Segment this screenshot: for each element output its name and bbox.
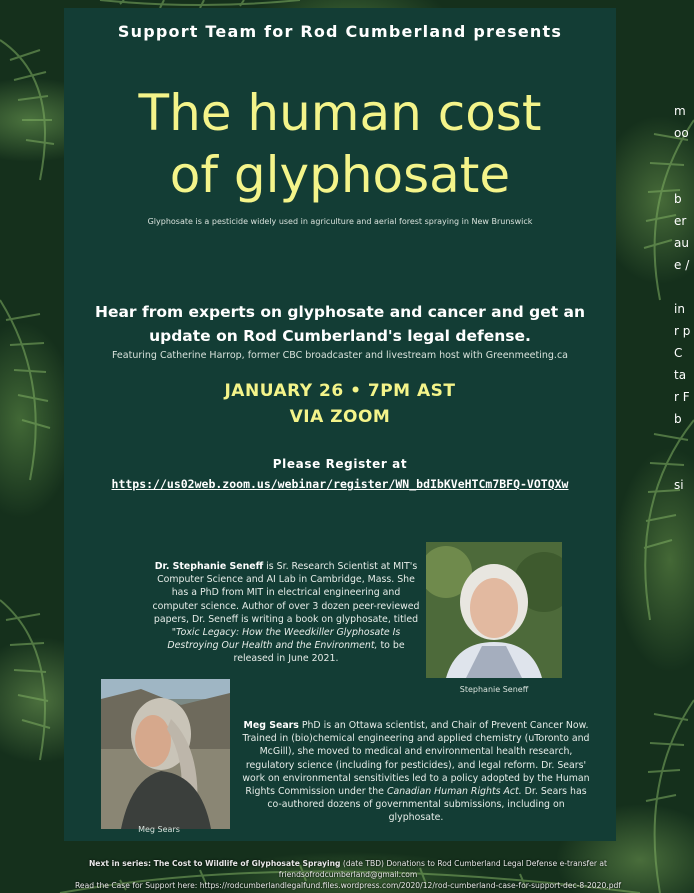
fragment: b xyxy=(674,192,682,206)
fragment: b xyxy=(674,412,682,426)
speaker-2-bio-b: Dr. Sears has co-authored dozens of governmental submissions, including on glyphosate. xyxy=(267,786,587,824)
fragment: er xyxy=(674,214,687,228)
fragment: r F xyxy=(674,390,690,404)
case-label: Read the Case for Support xyxy=(74,881,178,890)
fragment: C xyxy=(674,346,683,360)
right-edge-fragments xyxy=(674,100,694,496)
case-here-link[interactable]: here xyxy=(177,881,195,890)
speaker-1-bio-b: to be released in June 2021. xyxy=(233,640,405,665)
next-in-series: Next in series: The Cost to Wildlife of Glyphosate Spraying xyxy=(88,859,341,868)
register-label: Please Register at xyxy=(272,457,408,471)
fragment: au xyxy=(674,236,689,250)
poster-title xyxy=(64,82,616,206)
fragment: ta xyxy=(674,368,687,382)
speaker-1-photo xyxy=(426,542,562,678)
presenter-header: Support Team for Rod Cumberland presents xyxy=(117,22,563,41)
poster-panel xyxy=(64,8,616,841)
title-line-1: The human cost xyxy=(138,84,542,142)
fragment: in xyxy=(674,302,685,316)
speaker-1-name: Dr. Stephanie Seneff xyxy=(154,561,264,572)
act-title: Canadian Human Rights Act. xyxy=(386,786,522,798)
venue: VIA ZOOM xyxy=(289,407,391,427)
speaker-2-bio xyxy=(242,719,590,825)
speaker-2-caption: Meg Sears xyxy=(138,825,180,834)
fragment: m xyxy=(674,104,686,118)
event-date xyxy=(64,378,616,430)
title-line-2: of glyphosate xyxy=(169,146,511,204)
footer-line-2 xyxy=(28,880,668,891)
subtitle: Glyphosate is a pesticide widely used in agriculture and aerial forest spraying in New Brunswick xyxy=(147,217,533,226)
date-time: JANUARY 26 • 7PM AST xyxy=(224,381,456,401)
featuring-text: Featuring Catherine Harrop, former CBC broadcaster and livestream host with Greenmeeting.ca xyxy=(111,350,568,361)
footer-line-1 xyxy=(28,858,668,880)
register-link[interactable]: https://us02web.zoom.us/webinar/register/WN_bdIbKVeHTCm7BFQ-VOTQXw xyxy=(111,477,569,491)
fragment: r p xyxy=(674,324,691,338)
speaker-1-bio-a: is Sr. Research Scientist at MIT's Computer Science and AI Lab in Cambridge, Mass. She has a PhD from MIT in electrical engineering and computer science. Author of over 3 dozen peer-reviewed papers, Dr. Seneff is writing a book on glyphosate, titled " xyxy=(152,561,420,639)
speaker-1-caption: Stephanie Seneff xyxy=(459,685,529,694)
footer xyxy=(28,858,668,891)
case-url[interactable]: : https://rodcumberlandlegalfund.files.wordpress.com/2020/12/rod-cumberland-case-for-support-dec-8-2020.pdf xyxy=(194,881,622,890)
fragment: oo xyxy=(674,126,689,140)
donation-info: (date TBD) Donations to Rod Cumberland Legal Defense e-transfer at friendsofrodcumberland@gmail.com xyxy=(278,859,608,879)
fragment: si xyxy=(674,478,684,492)
speaker-2-photo xyxy=(101,679,230,829)
speaker-2-bio-a: PhD is an Ottawa scientist, and Chair of Prevent Cancer Now. Trained in (bio)chemical engineering and applied chemistry (uToronto and McGill), she moved to medical and environmental health research, regulatory science (including for pesticides), and legal reform. Dr. Sears' work on environmental sensitivities led to a policy adopted by the Human Rights Commission under the xyxy=(242,720,590,798)
speaker-1-bio xyxy=(150,560,422,666)
speaker-2-name: Meg Sears xyxy=(243,720,299,731)
lead-text: Hear from experts on glyphosate and cancer and get an update on Rod Cumberland's legal defense. xyxy=(94,303,586,345)
book-title: Toxic Legacy: How the Weedkiller Glyphosate Is Destroying Our Health and the Environment, xyxy=(167,627,401,652)
fragment: e / xyxy=(674,258,690,272)
